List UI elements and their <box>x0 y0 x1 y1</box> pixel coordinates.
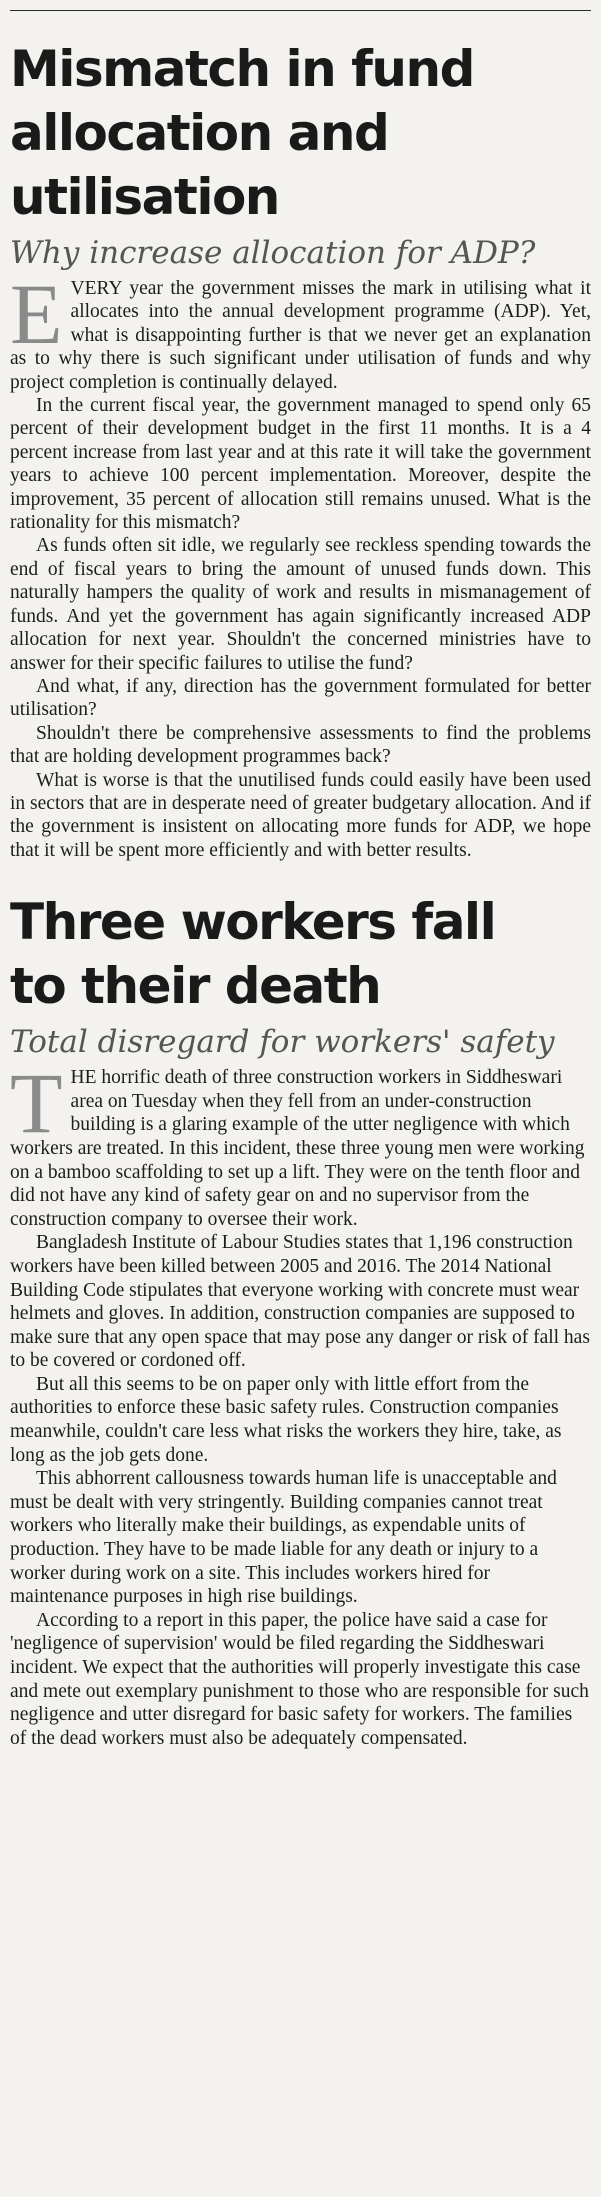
headline-line: Mismatch in fund <box>10 40 474 98</box>
paragraph: Bangladesh Institute of Labour Studies states that 1,196 construction workers have been killed between 2005 and 2016. The 2014 National Building Code stipulates that everyone working with concrete must wear helmets and gloves. In addition, construction companies are supposed to make sure that any open space that may pose any danger or risk of fall has to be covered or cordoned off. <box>10 1232 590 1372</box>
article-2-body <box>10 1055 591 1750</box>
paragraph: As funds often sit idle, we regularly see reckless spending towards the end of fiscal years to bring the amount of unused funds down. This naturally hampers the quality of work and results in mismanagement of funds. And yet the government has again significantly increased ADP allocation for next year. Shouldn't the concerned ministries have to answer for their specific failures to utilise the fund? <box>10 535 591 674</box>
editorial-article-1 <box>10 37 591 862</box>
article-2-kicker: Total disregard for workers' safety <box>10 1024 555 1061</box>
paragraph: What is worse is that the unutilised funds could easily have been used in sectors that are in desperate need of greater budgetary allocation. And if the government is insistent on allocating more funds for ADP, we hope that it will be spent more efficiently and with better results. <box>10 769 591 861</box>
paragraph: Shouldn't there be comprehensive assessments to find the problems that are holding development programmes back? <box>10 722 591 768</box>
paragraph: THE horrific death of three construction workers in Siddheswari area on Tuesday when they fell from an under-construction building is a glaring example of the utter negligence with which workers are treated. In this incident, these three young men were working on a bamboo scaffolding to set up a lift. They were on the tenth floor and did not have any kind of safety gear on and no supervisor from the construction company to oversee their work. <box>10 1055 585 1230</box>
masthead-strip <box>10 0 591 11</box>
headline-line: to their death <box>10 957 381 1016</box>
article-2-headline <box>10 890 591 1018</box>
paragraph: In the current fiscal year, the government managed to spend only 65 percent of their development budget in the first 11 months. It is a 4 percent increase from last year and at this rate it will take the government years to achieve 100 percent implementation. Moreover, despite the improvement, 35 percent of allocation still remains unused. What is the rationality for this mismatch? <box>10 395 591 534</box>
paragraph: And what, if any, direction has the government formulated for better utilisation? <box>10 675 591 721</box>
paragraph: This abhorrent callousness towards human life is unacceptable and must be dealt with very stringently. Building companies cannot treat workers who literally make their buildings, as expendable units of production. They have to be made liable for any death or injury to a worker during work on a site. This includes workers hired for maintenance purposes in high rise buildings. <box>10 1468 557 1608</box>
headline-line: Three workers fall <box>10 893 496 952</box>
article-1-kicker: Why increase allocation for ADP? <box>10 235 536 271</box>
editorial-article-2 <box>10 890 591 1750</box>
drop-cap: T <box>10 1055 63 1152</box>
drop-cap: E <box>10 266 63 362</box>
headline-line: allocation and utilisation <box>10 104 389 226</box>
article-1-headline <box>10 37 591 229</box>
paragraph: According to a report in this paper, the police have said a case for 'negligence of supervision' would be filed regarding the Siddheswari incident. We expect that the authorities will properly investigate this case and mete out exemplary punishment to those who are responsible for such negligence and utter disregard for basic safety for workers. The families of the dead workers must also be adequately compensated. <box>10 1609 589 1749</box>
paragraph: EVERY year the government misses the mark in utilising what it allocates into the annual development programme (ADP). Yet, what is disappointing further is that we never get an explanation as to why there is such significant under utilisation of funds and why project completion is continually delayed. <box>10 266 591 393</box>
paragraph: But all this seems to be on paper only with little effort from the authorities to enforce these basic safety rules. Construction companies meanwhile, couldn't care less what risks the workers they hire, take, as long as the job gets done. <box>10 1373 562 1466</box>
article-1-body <box>10 266 591 862</box>
